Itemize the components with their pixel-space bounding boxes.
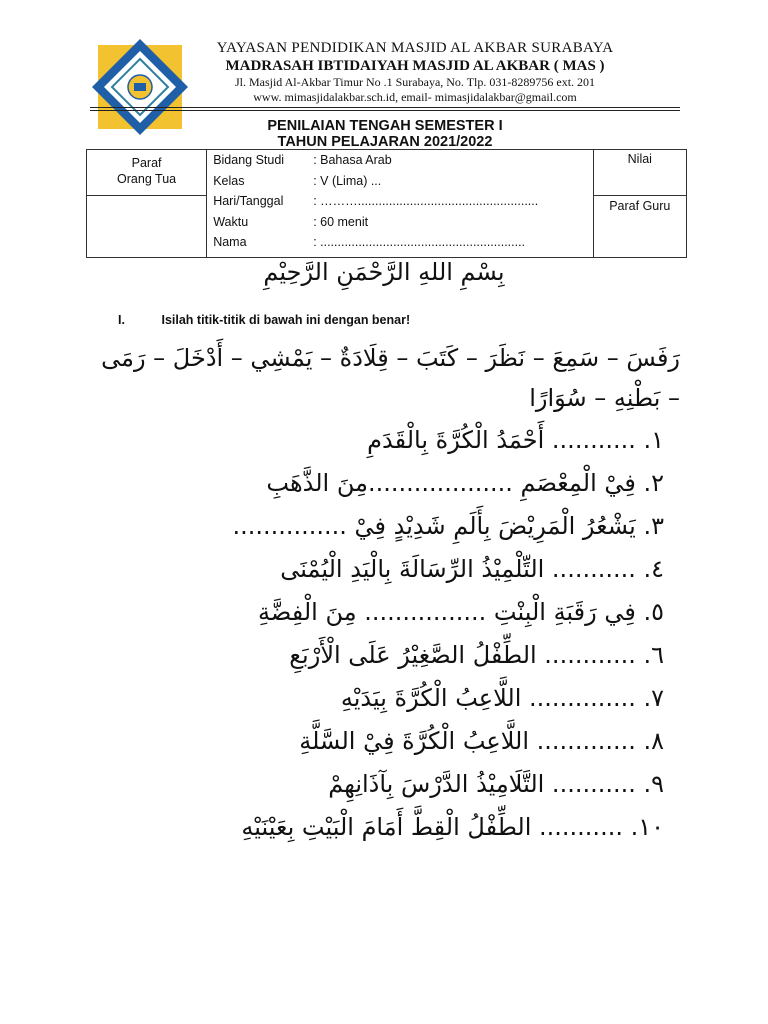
field-label: Nama	[213, 235, 247, 250]
field-label: Waktu	[213, 214, 249, 229]
school-address: Jl. Masjid Al-Akbar Timur No .1 Surabaya, No. Tlp. 031-8289756 ext. 201	[234, 75, 596, 89]
field-row-subject	[207, 150, 592, 171]
field-value: : ………....................................................	[313, 194, 539, 209]
field-row-class	[207, 171, 592, 192]
question-9: ٩. ........... التَّلَامِيْذُ الدَّرْسَ بِآذَانِهِمْ	[328, 770, 664, 798]
field-label: Kelas	[213, 173, 245, 188]
question-5: ٥. فِي رَقَبَةِ الْبِنْتِ ................ مِنَ الْفِضَّةِ	[258, 598, 664, 626]
score-label: Nilai	[627, 152, 652, 166]
field-row-time	[207, 212, 592, 233]
parent-signature-label-cell	[87, 150, 207, 196]
word-bank: رَفَسَ – سَمِعَ – نَظَرَ – كَتَبَ – قِلَادَةٌ – يَمْشِي – أَدْخَلَ – رَمَى – بَطْنِهِ – سُوَارًا	[101, 344, 680, 412]
header-divider-bottom	[90, 110, 680, 111]
question-2: ٢. فِيْ الْمِعْصَمِ ...................مِنَ الذَّهَبِ	[266, 469, 664, 497]
section-instruction	[118, 313, 410, 327]
question-10: ١٠. ........... الطِّفْلُ الْقِطَّ أَمَامَ الْبَيْتِ بِعَيْنَيْهِ	[241, 813, 664, 841]
question-7: ٧. .............. اللَّاعِبُ الْكُرَّةَ بِيَدَيْهِ	[340, 684, 664, 712]
field-label: Hari/Tanggal	[213, 194, 284, 209]
field-value: : Bahasa Arab	[313, 153, 392, 167]
exam-year: TAHUN PELAJARAN 2021/2022	[277, 134, 493, 150]
field-row-name	[207, 232, 592, 253]
field-value: : V (Lima) ...	[313, 173, 382, 188]
field-value: : ...........................................................	[313, 235, 526, 250]
header-divider-top	[90, 107, 680, 108]
question-4: ٤. ........... التِّلْمِيْذُ الرِّسَالَةَ بِالْيَدِ الْيُمْنَى	[280, 555, 664, 583]
school-name: MADRASAH IBTIDAIYAH MASJID AL AKBAR ( MAS )	[225, 58, 605, 74]
teacher-signature-cell	[593, 196, 686, 258]
exam-title: PENILAIAN TENGAH SEMESTER I	[267, 118, 503, 134]
section-number: I.	[118, 313, 125, 327]
exam-title-block	[85, 118, 685, 150]
field-label: Bidang Studi	[213, 153, 285, 167]
score-cell	[593, 150, 686, 196]
instruction-text: Isilah titik-titik di bawah ini dengan benar!	[161, 313, 411, 327]
basmala: بِسْمِ اللهِ الرَّحْمَنِ الرَّحِيْمِ	[263, 258, 505, 286]
question-1: ١. ........... أَحْمَدُ الْكُرَّةَ بِالْقَدَمِ	[367, 426, 664, 454]
teacher-signature-label: Paraf Guru	[609, 199, 671, 213]
exam-fields-cell	[207, 150, 593, 258]
question-3: ٣. يَشْعُرُ الْمَرِيْضَ بِأَلَمِ شَدِيْدٍ فِيْ ...............	[232, 512, 664, 540]
letterhead	[185, 40, 645, 105]
school-web-email: www. mimasjidalakbar.sch.id, email- mimasjidalakbar@gmail.com	[253, 90, 577, 104]
foundation-name: YAYASAN PENDIDIKAN MASJID AL AKBAR SURABAYA	[216, 40, 614, 56]
student-info-table	[86, 149, 687, 258]
field-row-date	[207, 191, 592, 212]
parent-signature-label: Paraf Orang Tua	[117, 156, 177, 186]
field-value: : 60 menit	[313, 214, 369, 229]
question-8: ٨. ............. اللَّاعِبُ الْكُرَّةَ فِيْ السَّلَّةِ	[299, 727, 664, 755]
question-6: ٦. ............ الطِّفْلُ الصَّغِيْرُ عَلَى الْأَرْبَعِ	[289, 641, 664, 669]
parent-signature-box	[87, 196, 207, 258]
